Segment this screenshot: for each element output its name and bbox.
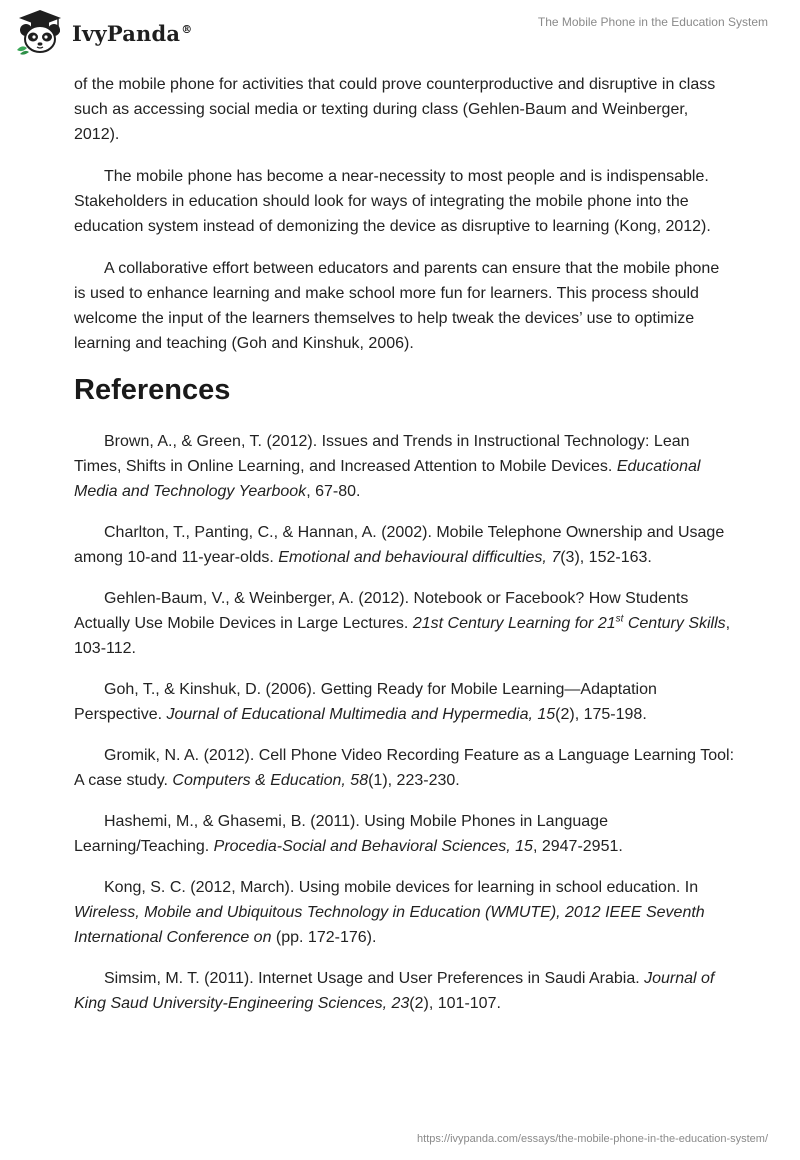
essay-content [74, 72, 734, 1032]
panda-graduate-icon [14, 8, 66, 56]
document-title: The Mobile Phone in the Education System [537, 15, 768, 29]
logo-text: IvyPanda® [72, 20, 193, 46]
reference-item: Goh, T., & Kinshuk, D. (2006). Getting Ready for Mobile Learning—Adaptation Perspective. Journal of Educational Multimedia and Hypermedia, 15(2), 175-198. [74, 681, 657, 723]
reference-item: Gehlen-Baum, V., & Weinberger, A. (2012). Notebook or Facebook? How Students Actually Use Mobile Devices in Large Lectures. 21st Century Learning for 21st Century Skills, 103-112. [74, 590, 731, 657]
reference-item: Gromik, N. A. (2012). Cell Phone Video Recording Feature as a Language Learning Tool: A case study. Computers & Education, 58(1), 223-230. [74, 747, 735, 789]
reference-item: Simsim, M. T. (2011). Internet Usage and User Preferences in Saudi Arabia. Journal of King Saud University-Engineering Sciences, 23(2), 101-107. [74, 970, 715, 1012]
source-url-link[interactable]: https://ivypanda.com/essays/the-mobile-phone-in-the-education-system/ [417, 1133, 768, 1145]
body-paragraph: The mobile phone has become a near-necessity to most people and is indispensable. Stakeholders in education should look for ways of integrating the mobile phone into the education system instead of demonizing the device as disruptive to learning (Kong, 2012). [74, 168, 711, 235]
reference-item: Kong, S. C. (2012, March). Using mobile devices for learning in school education. In Wireless, Mobile and Ubiquitous Technology in Education (WMUTE), 2012 IEEE Seventh International Conference on (pp. 172-176). [74, 879, 705, 946]
body-paragraph: A collaborative effort between educators and parents can ensure that the mobile phone is used to enhance learning and make school more fun for learners. This process should welcome the input of the learners themselves to help tweak the devices’ use to optimize learning and teaching (Goh and Kinshuk, 2006). [74, 260, 720, 352]
page-header [0, 0, 800, 62]
reference-item: Brown, A., & Green, T. (2012). Issues and Trends in Instructional Technology: Lean Times, Shifts in Online Learning, and Increased Attention to Mobile Devices. Educational Media and Technology Yearbook, 67-80. [74, 433, 701, 500]
reference-item: Charlton, T., Panting, C., & Hannan, A. (2002). Mobile Telephone Ownership and Usage among 10-and 11-year-olds. Emotional and behavioural difficulties, 7(3), 152-163. [74, 524, 725, 566]
references-heading: References [74, 374, 231, 406]
ivypanda-logo[interactable] [14, 8, 192, 56]
reference-item: Hashemi, M., & Ghasemi, B. (2011). Using Mobile Phones in Language Learning/Teaching. Procedia-Social and Behavioral Sciences, 15, 2947-2951. [74, 813, 623, 855]
body-paragraph: of the mobile phone for activities that could prove counterproductive and disruptive in class such as accessing social media or texting during class (Gehlen-Baum and Weinberger, 2012). [74, 76, 716, 143]
